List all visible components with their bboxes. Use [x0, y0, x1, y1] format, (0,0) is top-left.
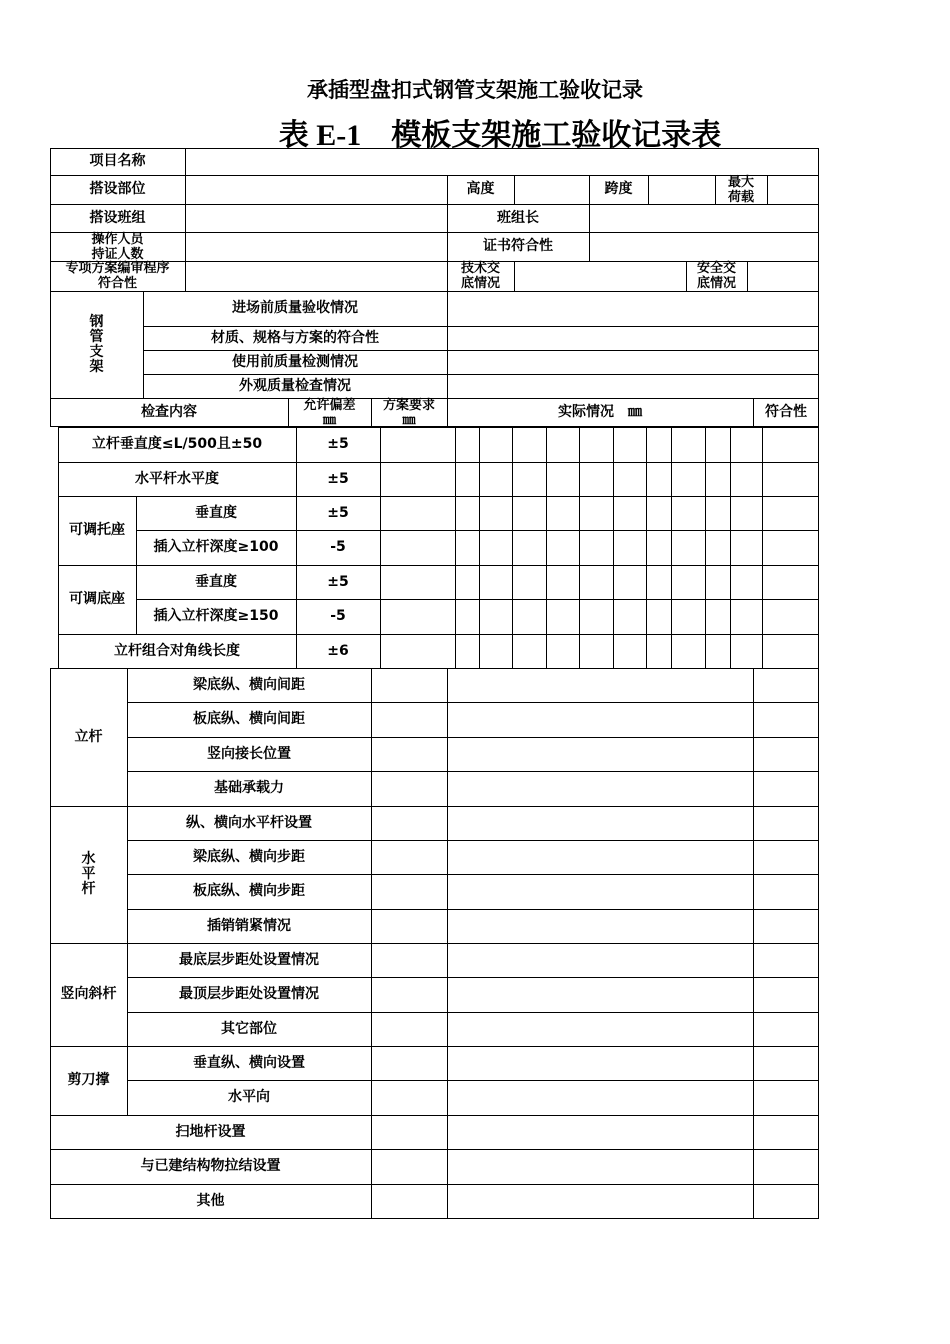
steel-char: 架 [89, 358, 104, 375]
measure-tolerance: ±6 [327, 643, 349, 659]
label-tech-line1: 技术交 [460, 261, 500, 276]
label-project-name: 项目名称 [89, 153, 146, 169]
horizontal-char: 平 [81, 866, 96, 882]
measure-item: 立杆垂直度≤L/500且±50 [91, 436, 263, 452]
inspection-item: 最底层步距处设置情况 [179, 951, 319, 968]
steel-item: 使用前质量检测情况 [232, 353, 358, 370]
group-adjustable-top: 可调托座 [69, 522, 125, 538]
label-steel-support [50, 291, 143, 398]
group-adjustable-base: 可调底座 [69, 591, 125, 607]
group-diagonal: 竖向斜杆 [60, 986, 117, 1002]
steel-item: 外观质量检查情况 [239, 377, 351, 394]
measure-item: 插入立杆深度≥100 [153, 539, 279, 555]
col-tolerance [288, 398, 371, 427]
inspection-item: 最顶层步距处设置情况 [179, 986, 319, 1002]
col-plan-requirement [371, 398, 447, 427]
measure-item: 垂直度 [195, 504, 237, 521]
inspection-item: 垂直纵、横向设置 [193, 1054, 305, 1071]
label-operators [50, 232, 185, 261]
measure-item: 水平杆水平度 [135, 470, 219, 487]
measure-tolerance: -5 [330, 608, 346, 624]
label-plan-line1: 专项方案编审程序 [65, 261, 170, 276]
steel-char: 管 [89, 328, 104, 345]
label-operators-line1: 操作人员 [91, 231, 144, 247]
inspection-item: 其他 [196, 1193, 225, 1209]
inspection-item: 与已建结构物拉结设置 [140, 1158, 281, 1174]
col-tolerance-line1: 允许偏差 [303, 397, 356, 413]
table-name: 模板支架施工验收记录表 [391, 118, 722, 153]
col-conformity: 符合性 [765, 404, 807, 420]
inspection-item: 板底纵、横向步距 [193, 883, 305, 899]
label-safety-briefing [686, 261, 747, 291]
horizontal-char: 杆 [81, 881, 96, 897]
inspection-item: 扫地杆设置 [175, 1123, 246, 1140]
measure-item: 垂直度 [195, 573, 237, 590]
steel-item: 材质、规格与方案的符合性 [211, 329, 379, 346]
label-team: 搭设班组 [89, 209, 146, 226]
measure-tolerance: ±5 [327, 436, 349, 452]
label-plan-procedure [50, 261, 185, 291]
label-tech-line2: 底情况 [460, 276, 500, 291]
label-certificate: 证书符合性 [483, 238, 553, 254]
inspection-item: 梁底纵、横向间距 [193, 676, 305, 693]
inspection-item: 水平向 [228, 1089, 270, 1105]
measure-tolerance: ±5 [327, 504, 349, 521]
col-actual: 实际情况 ㎜ [558, 404, 642, 420]
inspection-item: 板底纵、横向间距 [193, 711, 305, 727]
measure-item: 立杆组合对角线长度 [114, 643, 240, 659]
inspection-item: 梁底纵、横向步距 [193, 848, 305, 865]
table-code: 表 E-1 [278, 119, 362, 152]
label-height: 高度 [466, 181, 495, 197]
inspection-item: 其它部位 [221, 1020, 277, 1037]
col-tolerance-unit: ㎜ [322, 412, 336, 428]
group-scissor-brace: 剪刀撑 [67, 1072, 110, 1088]
inspection-item: 基础承载力 [214, 780, 284, 796]
label-team-leader: 班组长 [497, 209, 539, 226]
label-safety-line1: 安全交 [696, 261, 736, 276]
measure-tolerance: -5 [330, 539, 346, 555]
document-title: 承插型盘扣式钢管支架施工验收记录 [307, 78, 643, 102]
col-plan-unit: ㎜ [402, 412, 416, 428]
inspection-item: 竖向接长位置 [207, 745, 291, 762]
label-max-load [715, 175, 767, 204]
label-safety-line2: 底情况 [696, 276, 736, 291]
label-plan-line2: 符合性 [97, 276, 137, 291]
group-horizontal-bar [50, 806, 127, 943]
inspection-item: 纵、横向水平杆设置 [186, 814, 312, 831]
col-plan-line1: 方案要求 [382, 397, 435, 413]
label-location: 搭设部位 [89, 181, 146, 197]
label-span: 跨度 [604, 181, 633, 197]
label-tech-briefing [447, 261, 514, 291]
steel-char: 钢 [89, 313, 104, 330]
measure-item: 插入立杆深度≥150 [153, 608, 279, 624]
steel-char: 支 [89, 343, 104, 360]
col-check-content: 检查内容 [141, 404, 197, 420]
label-max-load-line1: 最大 [727, 174, 754, 190]
group-pole: 立杆 [74, 728, 103, 745]
label-operators-line2: 持证人数 [91, 246, 144, 262]
measure-tolerance: ±5 [327, 470, 349, 487]
horizontal-char: 水 [81, 851, 96, 867]
measure-tolerance: ±5 [327, 573, 349, 590]
inspection-item: 插销销紧情况 [207, 917, 291, 934]
label-max-load-line2: 荷载 [727, 189, 754, 205]
steel-item: 进场前质量验收情况 [232, 300, 358, 316]
